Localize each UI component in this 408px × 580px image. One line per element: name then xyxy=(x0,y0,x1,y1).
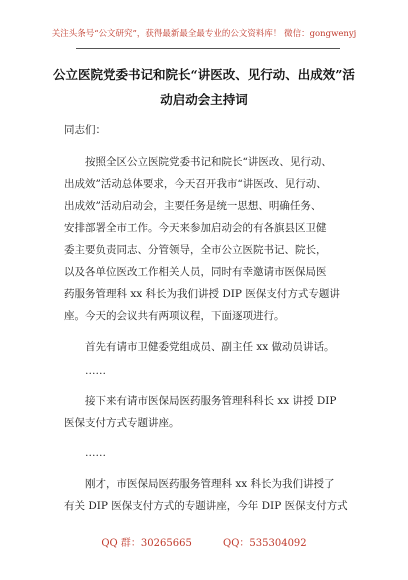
salutation-text: 同志们： xyxy=(64,124,106,136)
paragraph-4-line: 有关 DIP 医保支付方式的专题讲座，今年 DIP 医保支付方式 xyxy=(64,500,348,512)
footer-qq-number: QQ：535304092 xyxy=(223,538,307,549)
paragraph-2-line: 首先有请市卫健委党组成员、副主任 xx 做动员讲话。 xyxy=(85,341,335,353)
paragraph-1 xyxy=(64,151,344,327)
paragraph-1-line: 以及各单位医改工作相关人员，同时有幸邀请市医保局医 xyxy=(64,266,327,278)
footer-contacts xyxy=(0,534,408,549)
paragraph-3 xyxy=(64,390,344,434)
paragraph-4 xyxy=(64,473,348,517)
ellipsis-2 xyxy=(64,442,344,464)
paragraph-1-line: 药服务管理科 xx 科长为我们讲授 DIP 医保支付方式专题讲 xyxy=(64,288,340,300)
ellipsis-text: …… xyxy=(85,365,106,377)
header-divider xyxy=(76,48,340,49)
paragraph-3-line: 接下来有请市医保局医药服务管理科科长 xx 讲授 DIP xyxy=(85,395,337,407)
paragraph-4-line: 刚才，市医保局医药服务管理科 xx 科长为我们讲授了 xyxy=(85,478,335,490)
paragraph-1-line: 座。今天的会议共有两项议程，下面逐项进行。 xyxy=(64,310,285,322)
document-title-line-2: 动启动会主持词 xyxy=(160,92,248,107)
paragraph-1-line: 出成效”活动启动会，主要任务是统一思想、明确任务、 xyxy=(64,200,322,212)
paragraph-1-line: 委主要负责同志、分管领导，全市公立医院书记、院长， xyxy=(64,244,327,256)
paragraph-1-line: 出成效”活动总体要求，今天召开我市“讲医改、见行动、 xyxy=(64,178,327,190)
ellipsis-text: …… xyxy=(85,447,106,459)
paragraph-2 xyxy=(64,336,344,358)
footer-qq-group: QQ 群：30265665 xyxy=(101,538,192,549)
document-title-line-1: 公立医院党委书记和院长“讲医改、见行动、出成效”活 xyxy=(53,67,355,82)
salutation xyxy=(64,119,344,141)
paragraph-1-line: 按照全区公立医院党委书记和院长“讲医改、见行动、 xyxy=(85,156,332,168)
document-title xyxy=(48,62,360,112)
header-banner: 关注头条号“公文研究”，获得最新最全最专业的公文资料库！ 微信：gongwenyj xyxy=(51,29,357,39)
paragraph-3-line: 医保支付方式专题讲座。 xyxy=(64,417,180,429)
paragraph-1-line: 安排部署全市工作。今天来参加启动会的有各旗县区卫健 xyxy=(64,222,327,234)
ellipsis-1 xyxy=(64,360,344,382)
